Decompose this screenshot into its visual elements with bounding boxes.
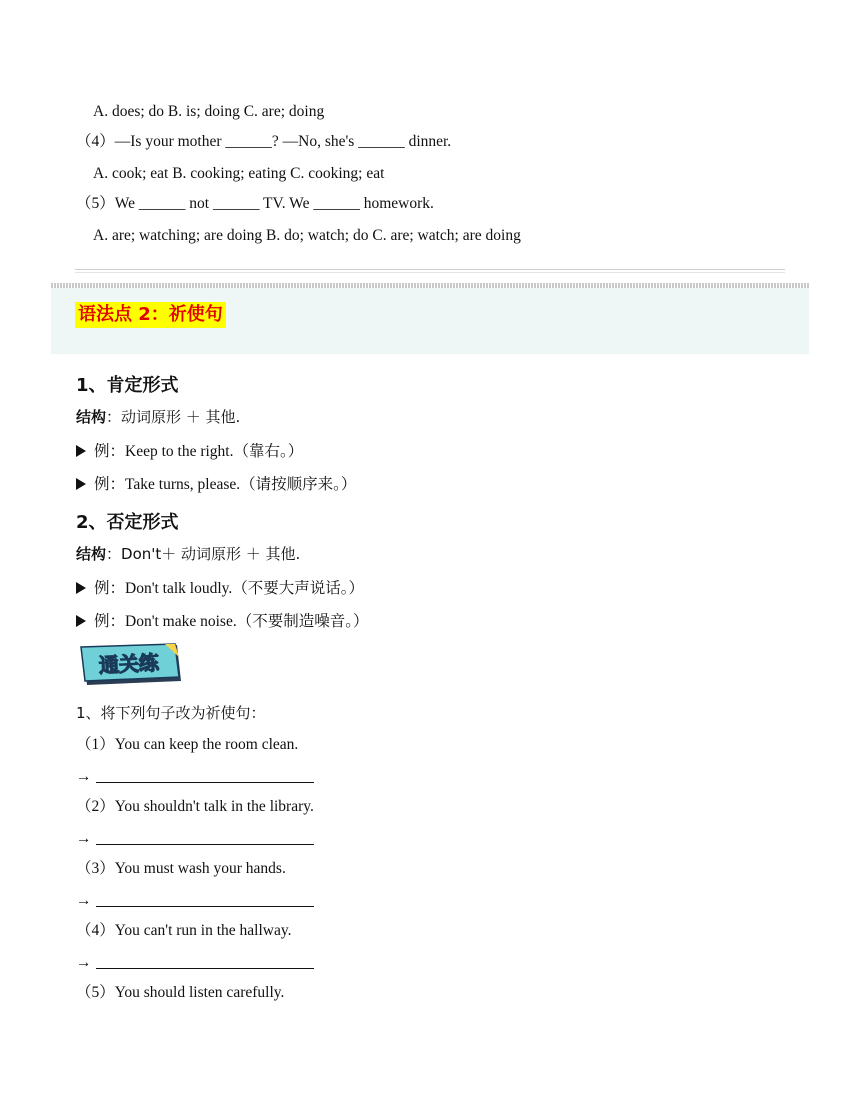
affirmative-example-1 xyxy=(76,441,303,462)
affirmative-heading: 1、肯定形式 xyxy=(76,375,179,396)
structure-text: ：动词原形 ＋ 其他. xyxy=(106,408,241,426)
example-label: 例： xyxy=(94,442,126,460)
example-text: Take turns, please.（请按顺序来。） xyxy=(125,476,357,493)
affirmative-structure xyxy=(76,407,240,427)
practice-item-4: （4）You can't run in the hallway. xyxy=(76,922,292,939)
practice-badge xyxy=(79,643,183,687)
example-label: 例： xyxy=(94,579,126,597)
q5-options: A. are; watching; are doing B. do; watch; do C. are; watch; are doing xyxy=(93,227,521,244)
answer-line-2[interactable] xyxy=(76,829,314,849)
practice-item-3: （3）You must wash your hands. xyxy=(76,860,286,877)
answer-blank[interactable] xyxy=(96,830,314,845)
arrow-icon: → xyxy=(76,954,92,971)
structure-label: 结构 xyxy=(76,545,107,563)
answer-line-4[interactable] xyxy=(76,953,314,973)
negative-example-1 xyxy=(76,578,364,599)
negative-structure xyxy=(76,544,300,564)
answer-blank[interactable] xyxy=(96,954,314,969)
practice-badge-graphic xyxy=(79,643,183,687)
arrow-icon: → xyxy=(76,830,92,847)
affirmative-example-2 xyxy=(76,474,356,495)
example-text: Keep to the right.（靠右。） xyxy=(125,443,304,460)
negative-heading: 2、否定形式 xyxy=(76,512,179,533)
arrow-icon: → xyxy=(76,768,92,785)
triangle-bullet-icon xyxy=(76,478,86,490)
q3-options: A. does; do B. is; doing C. are; doing xyxy=(93,103,325,120)
triangle-bullet-icon xyxy=(76,582,86,594)
divider-line-secondary xyxy=(75,272,785,273)
section-title: 语法点 2：祈使句 xyxy=(75,302,226,328)
arrow-icon: → xyxy=(76,892,92,909)
example-label: 例： xyxy=(94,475,126,493)
practice-item-1: （1）You can keep the room clean. xyxy=(76,736,299,753)
practice-badge-text: 通关练 xyxy=(98,650,160,678)
example-text: Don't make noise.（不要制造噪音。） xyxy=(125,613,369,630)
divider-line xyxy=(75,269,785,270)
negative-example-2 xyxy=(76,611,368,632)
triangle-bullet-icon xyxy=(76,445,86,457)
q5-question: （5）We ______ not ______ TV. We ______ homework. xyxy=(76,195,434,212)
answer-line-1[interactable] xyxy=(76,767,314,787)
structure-text: ：Don't＋ 动词原形 ＋ 其他. xyxy=(106,545,301,563)
example-text: Don't talk loudly.（不要大声说话。） xyxy=(125,580,365,597)
q4-question: （4）—Is your mother ______? —No, she's ______ dinner. xyxy=(76,133,452,150)
example-label: 例： xyxy=(94,612,126,630)
q4-options: A. cook; eat B. cooking; eating C. cooking; eat xyxy=(93,165,385,182)
practice-item-5: （5）You should listen carefully. xyxy=(76,984,285,1001)
practice-instruction: 1、将下列句子改为祈使句： xyxy=(76,704,266,722)
triangle-bullet-icon xyxy=(76,615,86,627)
answer-blank[interactable] xyxy=(96,768,314,783)
answer-line-3[interactable] xyxy=(76,891,314,911)
answer-blank[interactable] xyxy=(96,892,314,907)
practice-item-2: （2）You shouldn't talk in the library. xyxy=(76,798,314,815)
structure-label: 结构 xyxy=(76,408,107,426)
